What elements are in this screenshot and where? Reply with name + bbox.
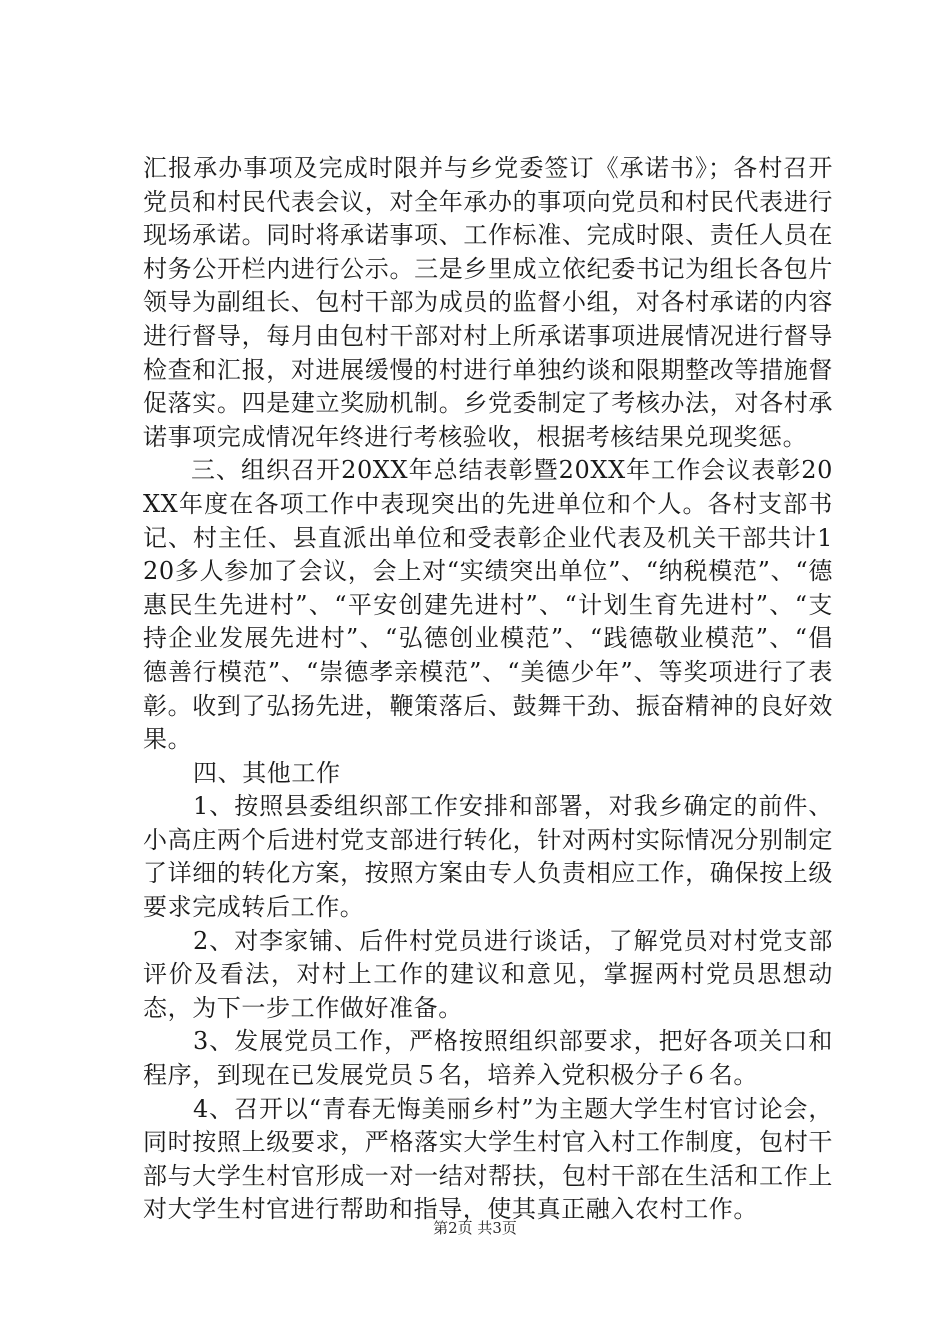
section-heading-other-work: 四、其他工作 [193, 758, 341, 787]
paragraph-item-4: 4、召开以“青春无悔美丽乡村”为主题大学生村官讨论会，同时按照上级要求，严格落实大学生村官入村工作制度，包村干部与大学生村官形成一对一结对帮扶，包村干部在生活和工作上对大学生村官进行帮助和指导，使其真正融入农村工作。 [143, 1094, 833, 1224]
document-body [143, 152, 833, 1227]
paragraph-item-3: 3、发展党员工作，严格按照组织部要求，把好各项关口和程序，到现在已发展党员５名，培养入党积极分子６名。 [143, 1027, 833, 1090]
page-number-footer: 第2页 共3页 [433, 1219, 517, 1237]
paragraph-commitment-continued: 汇报承办事项及完成时限并与乡党委签订《承诺书》；各村召开党员和村民代表会议，对全年承办的事项向党员和村民代表进行现场承诺。同时将承诺事项、工作标准、完成时限、责任人员在村务公开栏内进行公示。三是乡里成立依纪委书记为组长各包片领导为副组长、包村干部为成员的监督小组，对各村承诺的内容进行督导，每月由包村干部对村上所承诺事项进展情况进行督导检查和汇报，对进展缓慢的村进行单独约谈和限期整改等措施督促落实。四是建立奖励机制。乡党委制定了考核办法，对各村承诺事项完成情况年终进行考核验收，根据考核结果兑现奖惩。 [143, 154, 833, 451]
paragraph-item-2: 2、对李家铺、后件村党员进行谈话，了解党员对村党支部评价及看法，对村上工作的建议和意见，掌握两村党员思想动态，为下一步工作做好准备。 [143, 926, 833, 1022]
paragraph-section-three: 三、组织召开20XX年总结表彰暨20XX年工作会议表彰20XX年度在各项工作中表现突出的先进单位和个人。各村支部书记、村主任、县直派出单位和受表彰企业代表及机关干部共计120多人参加了会议，会上对“实绩突出单位”、“纳税模范”、“德惠民生先进村”、“平安创建先进村”、“计划生育先进村”、“支持企业发展先进村”、“弘德创业模范”、“践德敬业模范”、“倡德善行模范”、“崇德孝亲模范”、“美德少年”、等奖项进行了表彰。收到了弘扬先进，鞭策落后、鼓舞干劲、振奋精神的良好效果。 [143, 456, 833, 754]
paragraph-item-1: 1、按照县委组织部工作安排和部署，对我乡确定的前件、小高庄两个后进村党支部进行转化，针对两村实际情况分别制定了详细的转化方案，按照方案由专人负责相应工作，确保按上级要求完成转后工作。 [143, 792, 833, 922]
